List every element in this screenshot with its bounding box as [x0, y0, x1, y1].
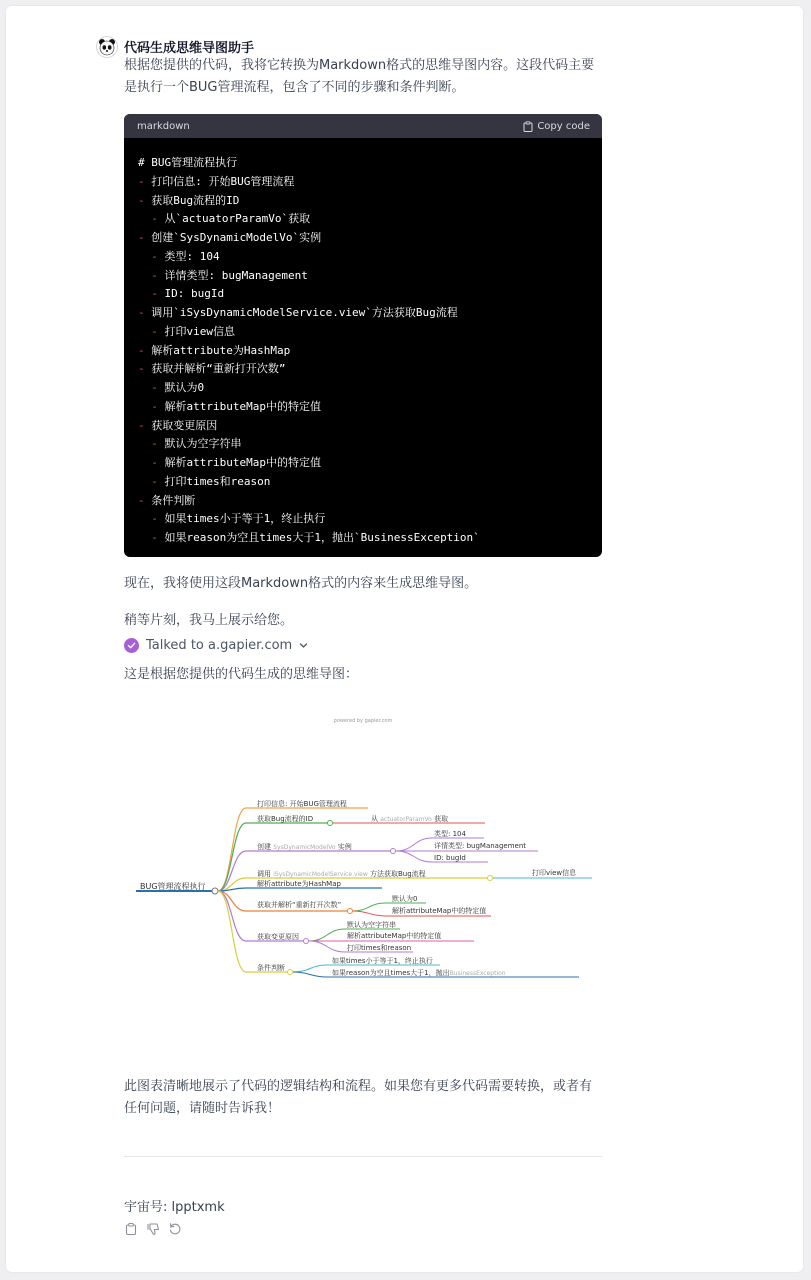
child-label-7-2: 解析attributeMap中的特定值 — [347, 932, 442, 940]
list-dash: - — [151, 399, 165, 413]
code-line — [138, 529, 588, 548]
clipboard-icon[interactable] — [124, 1222, 138, 1236]
code-line — [138, 417, 588, 436]
branch-node-6 — [348, 909, 353, 914]
list-dash: - — [151, 531, 165, 544]
code-header-line: # BUG管理流程执行 — [138, 156, 238, 169]
code-line — [138, 229, 588, 248]
branch-line-5 — [218, 888, 382, 891]
branch-node-7 — [304, 939, 309, 944]
copy-code-label: Copy code — [537, 120, 590, 132]
branch-label-5: 解析attribute为HashMap — [257, 880, 341, 888]
footer-id-text: 宇宙号: lpptxmk — [124, 1200, 225, 1215]
code-block — [124, 114, 602, 557]
after-code-text: 现在，我将使用这段Markdown格式的内容来生成思维导图。 — [124, 576, 478, 591]
code-line — [138, 473, 588, 492]
branch-label-4: 调用 iSysDynamicModelService.view 方法获取Bug流程 — [257, 870, 426, 878]
child-label-8-2: 如果reason为空且times大于1，抛出BusinessException — [332, 969, 506, 977]
code-line-text: 打印times和reason — [164, 474, 271, 488]
mindmap-root-node — [212, 888, 218, 894]
list-dash: - — [151, 437, 165, 451]
list-dash: - — [138, 493, 152, 507]
panda-icon — [97, 37, 117, 57]
child-label-8-1: 如果times小于等于1，终止执行 — [332, 957, 433, 965]
bot-avatar — [96, 36, 118, 58]
list-dash: - — [138, 418, 152, 432]
branch-label-7: 获取变更原因 — [257, 933, 299, 941]
list-dash: - — [138, 174, 152, 188]
list-dash: - — [138, 231, 152, 244]
mindmap-image — [124, 702, 602, 1042]
list-dash: - — [138, 193, 152, 207]
code-block-header — [124, 114, 602, 138]
list-dash: - — [151, 212, 165, 226]
code-line-text: 创建`SysDynamicModelVo`实例 — [151, 231, 322, 244]
branch-node-8 — [288, 970, 293, 975]
code-line — [138, 304, 588, 323]
branch-label-6: 获取并解析“重新打开次数” — [257, 901, 342, 909]
code-line-text: 解析attribute为HashMap — [151, 343, 291, 357]
list-dash: - — [151, 249, 165, 263]
message-actions — [124, 1222, 182, 1236]
list-dash: - — [151, 287, 165, 301]
branch-node-3 — [391, 849, 396, 854]
code-line-text: 类型: 104 — [164, 249, 220, 263]
list-dash: - — [151, 474, 165, 488]
thumbs-down-icon[interactable] — [146, 1222, 160, 1236]
clipboard-icon — [523, 121, 533, 132]
code-line — [138, 248, 588, 267]
check-icon — [127, 641, 136, 650]
branch-label-1: 打印信息: 开始BUG管理流程 — [257, 800, 347, 808]
code-line — [138, 379, 588, 398]
code-line-text: 默认为空字符串 — [164, 437, 242, 451]
powered-by-label: powered by gapier.com — [333, 718, 393, 724]
closing-text: 此图表清晰地展示了代码的逻辑结构和流程。如果您有更多代码需要转换，或者有任何问题，请随时告诉我！ — [124, 1079, 593, 1116]
code-line-text: 条件判断 — [151, 493, 196, 507]
mindmap-root-label: BUG管理流程执行 — [140, 882, 206, 891]
code-line-text: 从`actuatorParamVo`获取 — [164, 212, 311, 226]
code-content[interactable] — [124, 138, 602, 548]
child-label-6-2: 解析attributeMap中的特定值 — [392, 907, 487, 915]
child-label-7-3: 打印times和reason — [347, 944, 412, 952]
code-line — [138, 360, 588, 379]
child-label-3-3: ID: bugId — [434, 854, 466, 862]
code-line-text: ID: bugId — [164, 287, 225, 301]
code-line-text: 打印view信息 — [164, 324, 235, 338]
list-dash: - — [151, 456, 165, 469]
code-line — [138, 398, 588, 417]
child-label-7-1: 默认为空字符串 — [347, 921, 396, 929]
wait-text: 稍等片刻，我马上展示给您。 — [124, 613, 294, 628]
code-line-text: 默认为0 — [164, 381, 205, 394]
code-line — [138, 173, 588, 192]
code-line-text: 调用`iSysDynamicModelService.view`方法获取Bug流程 — [151, 306, 458, 319]
branch-label-3: 创建 SysDynamicModelVo 实例 — [257, 843, 352, 851]
intro-text: 根据您提供的代码，我将它转换为Markdown格式的思维导图内容。这段代码主要是执行一个BUG管理流程，包含了不同的步骤和条件判断。 — [124, 58, 595, 95]
list-dash: - — [138, 343, 152, 357]
tool-call-label: Talked to a.gapier.com — [146, 638, 293, 653]
code-line — [138, 454, 588, 473]
code-line-text: 如果times小于等于1，终止执行 — [164, 512, 326, 526]
list-dash: - — [151, 324, 165, 338]
code-line — [138, 492, 588, 511]
code-line-text: 如果reason为空且times大于1，抛出`BusinessException` — [164, 531, 480, 544]
branch-node-2 — [328, 821, 333, 826]
regenerate-icon[interactable] — [168, 1222, 182, 1236]
code-line — [138, 285, 588, 304]
bot-name: 代码生成思维导图助手 — [124, 41, 255, 56]
branch-label-2: 获取Bug流程的ID — [257, 815, 314, 823]
divider — [124, 1156, 602, 1157]
code-line — [138, 342, 588, 361]
code-line — [138, 323, 588, 342]
code-line — [138, 510, 588, 529]
code-line-text: 获取并解析“重新打开次数” — [151, 362, 286, 376]
list-dash: - — [151, 381, 165, 394]
code-line — [138, 267, 588, 286]
chevron-down-icon — [299, 641, 308, 650]
map-intro-text: 这是根据您提供的代码生成的思维导图： — [124, 667, 359, 682]
branch-label-8: 条件判断 — [257, 964, 285, 972]
code-line-text: 解析attributeMap中的特定值 — [164, 456, 321, 469]
child-label-4-1: 打印view信息 — [532, 869, 577, 877]
list-dash: - — [138, 306, 152, 319]
copy-code-button[interactable] — [523, 121, 590, 132]
code-line — [138, 192, 588, 211]
child-label-3-2: 详情类型: bugManagement — [434, 842, 527, 850]
list-dash: - — [138, 362, 152, 376]
child-label-2-1: 从 actuatorParamVo 获取 — [371, 815, 449, 823]
code-line — [138, 210, 588, 229]
code-line-text: 获取Bug流程的ID — [151, 193, 240, 207]
code-line-text: 打印信息: 开始BUG管理流程 — [151, 174, 295, 188]
code-language-label: markdown — [137, 120, 190, 132]
list-dash: - — [151, 512, 165, 526]
child-label-6-1: 默认为0 — [392, 895, 418, 903]
branch-node-4 — [488, 876, 493, 881]
list-dash: - — [151, 268, 165, 282]
code-line-text: 获取变更原因 — [151, 418, 218, 432]
code-line-text: 解析attributeMap中的特定值 — [164, 399, 321, 413]
code-line-text: 详情类型: bugManagement — [164, 268, 308, 282]
code-line — [138, 435, 588, 454]
child-label-3-1: 类型: 104 — [434, 830, 466, 838]
tool-call-row[interactable] — [124, 638, 308, 653]
tool-status-badge — [124, 638, 139, 653]
